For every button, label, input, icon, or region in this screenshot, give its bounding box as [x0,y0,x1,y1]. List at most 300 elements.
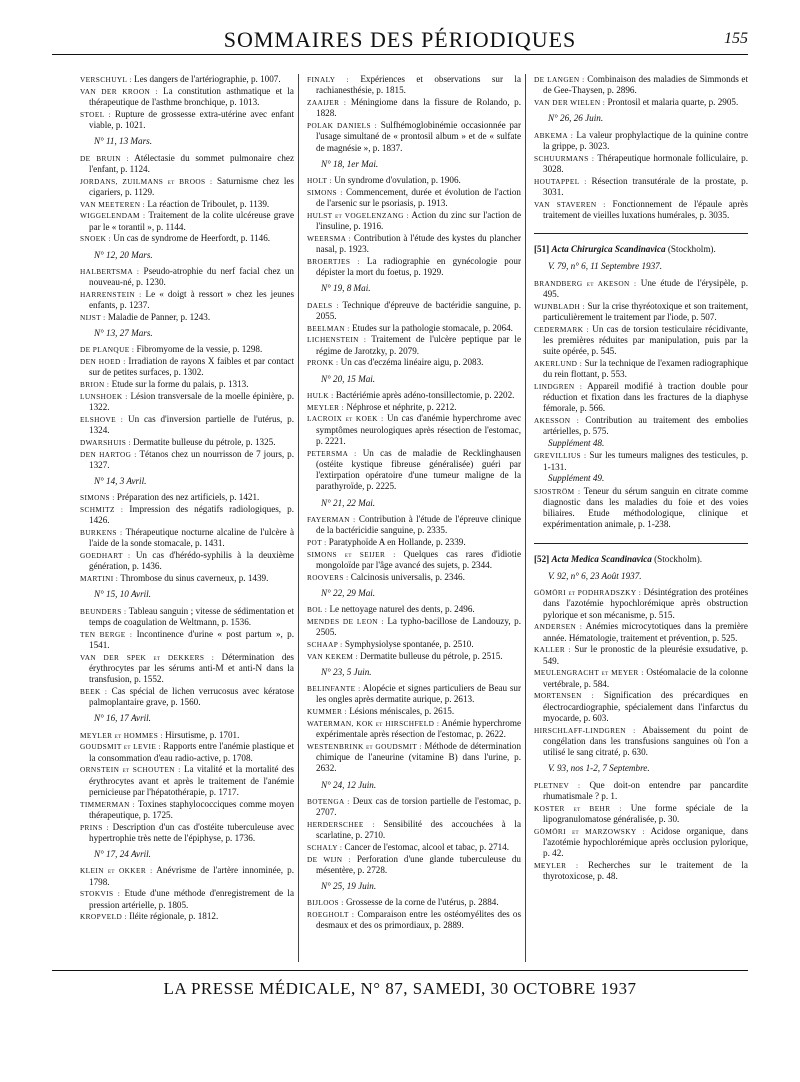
article-title: Deux cas de torsion partielle de l'estomac, p. 2707. [316,795,521,817]
article-title: Préparation des nez artificiels, p. 1421. [114,492,260,503]
article-entry [80,527,294,550]
article-title: Les dangers de l'artériographie, p. 1007. [131,74,281,84]
issue-heading: N° 13, 27 Mars. [94,328,153,338]
article-entry [307,175,521,186]
issue-heading: V. 92, n° 6, 23 Août 1937. [548,570,642,581]
article-entry [307,514,521,537]
article-title: Incontinence d'urine « post partum », p. 1541. [89,628,294,650]
article-title: Paratyphoïde A en Hollande, p. 2339. [326,536,466,547]
article-author: WIJNBLADH : [534,301,586,311]
article-title: Bactériémie après adéno-tonsillectomie, p. 2202. [333,389,515,400]
page-footer [52,970,748,1001]
article-title: Quelques cas rares d'idiotie mongoloïde par l'âge avancé des sujets, p. 2344. [316,548,521,570]
supplement-heading: Supplément 49. [548,473,605,484]
article-title: Acidose organique, dans l'azotémie hypochlorémique après occlusion pylorique, p. 42. [543,825,748,858]
journal-divider [534,233,748,234]
article-author: HOUTAPPEL : [534,176,587,186]
article-author: SJOSTRÖM : [534,486,581,496]
article-author: WIGGELENDAM : [80,211,146,221]
article-author: HIRSCHLAFF-LINDGREN : [534,725,636,735]
article-author: BELINFANTE : [307,684,361,693]
article-title: Rupture de grossesse extra-utérine avec enfant viable, p. 1021. [89,108,294,130]
article-author: MORTENSEN : [534,691,594,701]
article-title: Expériences et observations sur la rachianesthésie, p. 1815. [316,74,521,96]
article-entry [307,651,521,662]
column-3 [534,74,748,962]
journal-divider [534,543,748,544]
article-author: MEYLER : [307,402,345,412]
article-title: Détermination des érythrocytes par les sérums anti-M et anti-N dans la transfusion, p. 1552. [89,651,294,684]
article-title: Un syndrome d'ovulation, p. 1906. [331,175,461,185]
article-entry [80,153,294,176]
article-author: KLEIN et OKKER : [80,866,153,876]
article-title: Le nettoyage naturel des dents, p. 2496. [327,604,475,614]
article-entry [307,402,521,413]
article-entry [80,233,294,244]
article-entry [307,639,521,650]
article-author: DWARSHUIS : [80,437,131,447]
article-entry [80,888,294,911]
article-entry [80,606,294,629]
article-title: Cancer de l'estomac, alcool et tabac, p. 2714. [342,841,510,852]
article-author: ZAAIJER : [307,98,347,107]
article-author: PRONK : [307,358,339,368]
article-entry [307,718,521,741]
article-entry [534,725,748,759]
article-entry [534,199,748,222]
article-title: Technique d'épreuve de bactéridie sanguine, p. 2055. [316,299,521,321]
article-entry [534,486,748,531]
article-author: AKESSON : [534,416,580,425]
issue-heading: N° 23, 5 Juin. [321,666,372,677]
article-entry [80,109,294,132]
article-title: Symphysiolyse spontanée, p. 2510. [342,638,474,649]
article-entry [534,381,748,415]
article-entry [534,780,748,803]
article-author: JORDANS, ZUILMANS et BROOS : [80,176,213,186]
article-entry [80,414,294,437]
journal-place: (Stockholm). [651,553,703,564]
article-author: NIJST : [80,312,106,322]
article-title: Teneur du sérum sanguin en citrate comme diagnostic dans les maladies du foie et des voies biliaires. Etude méthodologique, clinique et expérimentation animale, p. 1-238. [543,485,748,530]
column-2 [307,74,526,962]
article-entry [307,233,521,256]
issue-heading: N° 11, 13 Mars. [94,136,152,147]
article-entry [80,312,294,323]
article-title: Hirsutisme, p. 1701. [162,729,240,740]
article-author: PRINS : [80,822,109,832]
issue-heading: N° 21, 22 Mai. [321,497,376,508]
article-entry [534,176,748,199]
supplement-heading: Supplément 48. [548,438,605,448]
article-title: Lésions méniscales, p. 2615. [346,706,455,716]
article-author: DE WIJN : [307,854,351,864]
article-title: La constitution asthmatique et la thérapeutique de l'asthme bronchique, p. 1013. [89,85,294,107]
article-author: ANDERSEN : [534,622,583,632]
article-title: La vitalité et la mortalité des érythrocytes avant et après le traitement de l'anémie pernicieuse par l'hépatothérapie, p. 1717. [89,764,294,797]
publication-line: LA PRESSE MÉDICALE, N° 87, SAMEDI, 30 OCTOBRE 1937 [163,979,637,998]
article-author: LACROIX et KOEK : [307,414,384,424]
article-author: BOL : [307,605,328,614]
article-author: HULK : [307,390,334,400]
issue-heading: V. 93, nos 1-2, 7 Septembre. [548,763,650,774]
article-title: Perforation d'une glande tuberculeuse du mésentère, p. 2728. [316,853,521,875]
column-1 [80,74,299,962]
article-author: POLAK DANIELS : [307,121,378,130]
issue-heading: N° 16, 17 Avril. [94,713,151,724]
article-title: Rapports entre l'anémie plastique et la consommation d'eau radio-active, p. 1708. [89,741,294,763]
article-author: DE PLANQUE : [80,345,135,355]
article-entry [307,854,521,877]
issue-heading: N° 15, 10 Avril. [94,589,151,600]
article-author: FAYERMAN : [307,514,356,524]
article-author: KUMMER : [307,707,347,716]
article-title: Un cas de syndrome de Heerfordt, p. 1146. [110,233,271,244]
article-entry [307,819,521,842]
article-entry [307,413,521,447]
article-author: KROPVELD : [80,912,127,922]
article-author: CEDERMARK : [534,324,590,334]
article-author: KALLER : [534,645,571,655]
article-entry [80,865,294,888]
article-title: Désintégration des protéines dans l'azotémie hypochlorémique après obstruction pylorique et son mécanisme, p. 515. [543,587,748,620]
article-title: Lésion transversale de la moelle épinière, p. 1322. [89,390,294,412]
article-entry [307,187,521,210]
article-entry [80,344,294,355]
article-entry [80,74,294,85]
article-title: Fonctionnement de l'épaule après traitement de vieilles luxations humérales, p. 3035. [543,198,748,220]
article-author: VAN STAVEREN : [534,199,606,209]
article-title: Thérapeutique hormonale folliculaire, p. 3028. [543,152,748,174]
article-title: Saturnisme chez les cigariers, p. 1129. [89,175,294,197]
article-title: Thrombose du sinus caverneux, p. 1439. [118,573,269,583]
article-entry [80,199,294,210]
article-entry [80,504,294,527]
article-entry [534,644,748,667]
article-title: Néphrose et néphrite, p. 2212. [344,401,457,412]
article-title: Tétanos chez un nourrisson de 7 jours, p. 1327. [89,448,294,470]
article-author: SIMONS et SEIJER : [307,549,396,559]
article-entry [307,909,521,932]
article-author: SNOEK : [80,234,111,244]
article-author: VAN DER KROON : [80,86,158,96]
issue-heading: N° 12, 20 Mars. [94,249,153,260]
article-title: Etude d'une méthode d'enregistrement de la pression artérielle, p. 1805. [89,888,294,910]
article-title: Alopécie et signes particuliers de Beau sur les ongles après dermatite aurique, p. 2613. [316,683,521,705]
article-entry [307,97,521,120]
article-title: Un cas de maladie de Recklinghausen (ostéite kystique fibreuse généralisée) guéri par l'extirpation opératoire d'une tumeur maligne de la parathyroïde, p. 2225. [316,447,521,492]
article-author: MEULENGRACHT et MEYER : [534,668,644,678]
article-title: Sur la technique de l'examen radiographique du rein flottant, p. 553. [543,357,748,379]
article-entry [534,621,748,644]
article-author: PLETNEV : [534,780,581,790]
article-author: MENDES DE LEON : [307,616,384,626]
article-entry [80,210,294,233]
article-entry [80,86,294,109]
article-title: Irradiation de rayons X faibles et par contact sur de petites surfaces, p. 1302. [89,356,294,378]
journal-number: [51] [534,244,550,254]
article-entry [534,324,748,358]
article-entry [80,289,294,312]
article-title: Sensibilité des accouchées à la scarlatine, p. 2710. [316,818,521,840]
article-author: GOUDSMIT et LEVIE : [80,742,161,752]
article-author: HALBERTSMA : [80,266,140,276]
article-title: Sur le pronostic de la pleurésie exsudative, p. 549. [543,644,748,666]
article-title: Sulfhémoglobinémie occasionnée par l'usage simultané de « prontosil album » et de « sulfate de magnésie », p. 1837. [316,120,521,153]
article-author: DE BRUIN : [80,153,130,163]
article-entry [80,686,294,709]
article-author: MEYLER : [534,860,579,870]
article-entry [80,550,294,573]
article-entry [534,587,748,621]
article-title: Comparaison entre les ostéomyélites des os desmaux et des os primordiaux, p. 2889. [316,909,521,931]
issue-heading: N° 25, 19 Juin. [321,881,377,891]
article-entry [80,379,294,390]
issue-heading: N° 22, 29 Mai. [321,587,376,598]
article-entry [80,741,294,764]
article-entry [80,822,294,845]
article-author: LICHENSTEIN : [307,335,367,345]
article-entry [307,604,521,615]
article-author: SCHALY : [307,842,343,852]
article-title: La radiographie en gynécologie pour dépister la mort du foetus, p. 1929. [316,255,521,277]
article-title: La réaction de Triboulet, p. 1139. [145,198,270,209]
article-entry [307,842,521,853]
article-entry [80,764,294,798]
article-author: SCHUURMANS : [534,153,595,163]
article-title: Combinaison des maladies de Simmonds et de Gee-Thaysen, p. 2896. [543,74,748,96]
article-author: HOLT : [307,176,332,185]
article-author: ROOVERS : [307,572,349,582]
article-entry [80,176,294,199]
issue-heading: N° 19, 8 Mai. [321,283,371,294]
article-entry [534,301,748,324]
article-entry [534,690,748,724]
text-columns [80,74,748,962]
section-title: SOMMAIRES DES PÉRIODIQUES [223,27,577,52]
article-title: Pseudo-atrophie du nerf facial chez un nouveau-né, p. 1230. [89,265,294,287]
article-author: BEEK : [80,686,108,696]
article-author: AKERLUND : [534,358,583,368]
article-entry [80,629,294,652]
article-title: La typho-bacillose de Landouzy, p. 2505. [316,615,521,637]
article-entry [80,356,294,379]
article-title: Un cas d'inversion partielle de l'utérus, p. 1324. [89,413,294,435]
article-title: Sur la crise thyréotoxique et son traitement, particulièrement le traitement par l'iode, p. 507. [543,300,748,322]
article-author: DAELS : [307,300,339,310]
article-author: GÖMÖRI et MARZOWSKY : [534,826,645,836]
article-author: ABKEMA : [534,130,574,140]
article-title: Abaissement du point de congélation dans les transfusions sanguines où l'on a utilisé le sang citraté, p. 630. [543,724,748,757]
article-title: Calcinosis universalis, p. 2346. [348,571,465,582]
article-author: VAN KEKEM : [307,651,358,661]
article-title: Une étude de l'érysipèle, p. 495. [543,277,748,299]
issue-heading: N° 18, 1er Mai. [321,158,379,169]
article-title: Un cas d'eczéma linéaire aigu, p. 2083. [338,357,484,368]
article-title: Etudes sur la pathologie stomacale, p. 2064. [349,322,513,333]
article-author: BOTENGA : [307,796,350,806]
article-author: DEN HOED : [80,357,126,366]
article-entry [80,437,294,448]
article-author: LUNSHOEK : [80,391,128,401]
article-author: VAN DER SPEK et DEKKERS : [80,652,215,662]
article-title: Anémie hyperchrome expérimentale après résection de l'estomac, p. 2622. [316,717,521,739]
article-entry [307,300,521,323]
article-entry [80,449,294,472]
issue-heading: N° 26, 26 Juin. [548,113,604,124]
article-entry [534,278,748,301]
issue-heading: N° 17, 24 Avril. [94,849,151,859]
article-entry [534,826,748,860]
article-author: GOEDHART : [80,551,131,560]
article-entry [307,741,521,775]
article-author: WATERMAN, KOK et HIRSCHFELD : [307,718,440,728]
article-title: Que doit-on entendre par pancardite rhumatismale ? p. 1. [543,779,748,801]
article-entry [534,130,748,153]
article-author: BRANDBERG et AKESON : [534,278,637,288]
article-entry [534,860,748,883]
article-entry [307,796,521,819]
article-author: BROERTJES : [307,256,360,266]
article-author: BRION : [80,380,110,389]
article-author: SCHMITZ : [80,505,124,514]
article-title: Dermatite bulleuse du pétrole, p. 1325. [130,436,276,447]
article-author: VAN MEETEREN : [80,199,146,209]
article-title: Thérapeutique nocturne alcaline de l'ulcère à l'aide de la sonde stomacale, p. 1431. [89,527,295,549]
article-title: Résection transutérale de la prostate, p. 3031. [543,175,748,197]
journal-name: Acta Chirurgica Scandinavica [551,244,666,254]
article-author: ROEGHOLT : [307,910,355,919]
article-title: Méningiome dans la fissure de Rolando, p. 1828. [316,97,522,119]
article-title: Contribution à l'étude de l'épreuve clinique de la bactéricidie sanguine, p. 2335. [316,513,521,535]
article-author: SIMONS : [80,493,115,503]
article-entry [307,616,521,639]
article-title: Impression des négatifs radiologiques, p. 1426. [89,504,294,526]
issue-heading: N° 20, 15 Mai. [321,373,376,384]
journal-number: [52] [534,553,550,564]
article-entry [307,256,521,279]
article-title: Description d'un cas d'ostéite tuberculeuse avec hypertrophie très nette de l'épiphyse, p. 1736. [89,821,294,843]
article-author: ELSHOVE : [80,414,124,424]
article-title: Contribution au traitement des embolies artérielles, p. 575. [543,415,748,437]
article-author: WESTENBRINK et GOUDSMIT : [307,741,422,751]
article-entry [80,911,294,922]
journal-heading [534,244,748,255]
article-title: Maladie de Panner, p. 1243. [105,311,211,322]
article-author: SCHAAP : [307,639,343,649]
article-title: Dermatite bulleuse du pétrole, p. 2515. [357,650,503,661]
article-title: Toxines staphylococciques comme moyen thérapeutique, p. 1725. [89,798,295,820]
article-author: BEELMAN : [307,323,350,333]
article-author: HERDERSCHEE : [307,819,375,829]
issue-heading: V. 79, n° 6, 11 Septembre 1937. [548,261,662,272]
article-author: GÖMÖRI et PODHRADSZKY : [534,588,642,597]
article-title: Prontosil et malaria quarte, p. 2905. [605,97,739,107]
issue-heading: N° 14, 3 Avril. [94,476,147,486]
article-title: Un cas d'anémie hyperchrome avec symptômes neurologiques après résection de l'estomac, p. 2221. [316,413,521,446]
issue-heading: N° 24, 12 Juin. [321,779,377,790]
article-title: Appareil modifié à traction double pour réduction et fixation dans les fractures de la diaphyse fémorale, p. 566. [543,380,748,414]
article-author: GREVILLIUS : [534,451,587,461]
article-entry [307,683,521,706]
article-entry [307,549,521,572]
article-entry [80,652,294,686]
page-number: 155 [724,30,748,47]
article-entry [307,334,521,357]
article-title: Anévrisme de l'artère innominée, p. 1798. [89,865,294,887]
article-entry [307,120,521,154]
article-author: STOKVIS : [80,889,121,899]
article-author: TIMMERMAN : [80,799,136,809]
article-author: BURKENS : [80,528,123,537]
article-entry [307,210,521,233]
article-entry [80,391,294,414]
article-author: HARRENSTEIN : [80,289,142,299]
article-entry [307,537,521,548]
article-title: Atélectasie du sommet pulmonaire chez l'enfant, p. 1124. [89,152,294,174]
article-entry [307,706,521,717]
article-entry [80,573,294,584]
article-author: DEN HARTOG : [80,449,137,459]
article-entry [307,357,521,368]
article-author: TEN BERGE : [80,629,133,639]
article-author: BEUNDERS : [80,606,127,616]
journal-heading [534,554,748,565]
article-author: SIMONS : [307,187,343,197]
article-title: Le « doigt à ressort » chez les jeunes enfants, p. 1237. [89,288,294,310]
article-author: VAN DER WIELEN : [534,98,606,107]
article-title: Contribution à l'étude des kystes du plancher nasal, p. 1923. [316,232,521,254]
journal-name: Acta Medica Scandinavica [551,553,652,564]
article-entry [534,74,748,97]
article-author: LINDGREN : [534,381,583,391]
article-title: Un cas d'hérédo-syphilis à la deuxième génération, p. 1436. [89,550,294,572]
article-entry [307,572,521,583]
article-author: PETERSMA : [307,448,357,458]
article-title: Traitement de l'ulcère peptique par le régime de Jarotzky, p. 2079. [316,334,522,356]
article-title: Etude sur la forme du palais, p. 1313. [109,379,249,389]
article-entry [534,803,748,826]
article-entry [534,358,748,381]
article-title: Traitement de la colite ulcéreuse grave par le « torantil », p. 1144. [89,210,294,232]
article-entry [80,492,294,503]
article-title: Action du zinc sur l'action de l'insuline, p. 1916. [316,209,521,231]
article-title: La valeur prophylactique de la quinine contre la grippe, p. 3023. [543,129,748,151]
article-entry [534,667,748,690]
article-title: Cas spécial de lichen verrucosus avec kératose palmoplantaire grave, p. 1560. [89,685,294,707]
article-title: Méthode de détermination chimique de l'aneurine (vitamine B) dans l'urine, p. 2632. [316,740,522,774]
article-entry [534,450,748,473]
article-entry [534,153,748,176]
article-title: Grossesse de la corne de l'utérus, p. 2884. [343,897,499,908]
article-entry [307,897,521,908]
article-title: Sur les tumeurs malignes des testicules, p. 1-131. [543,450,748,472]
article-entry [307,74,521,97]
article-author: MARTINI : [80,574,119,583]
article-author: POT : [307,537,327,547]
article-entry [307,448,521,493]
article-author: BIJLOOS : [307,898,344,908]
article-author: ORNSTEIN et SCHOUTEN : [80,765,181,775]
page-header [52,24,748,55]
article-title: Une forme spéciale de la lipogranulomatose généralisée, p. 30. [543,802,748,824]
article-title: Fibromyome de la vessie, p. 1298. [134,344,263,355]
article-author: WEERSMA : [307,233,352,243]
article-title: Tableau sanguin ; vitesse de sédimentation et temps de coagulation de Weltmann, p. 1536. [89,605,294,627]
journal-place: (Stockholm). [665,244,716,254]
article-entry [80,799,294,822]
article-author: HULST et VOGELENZANG : [307,210,410,220]
